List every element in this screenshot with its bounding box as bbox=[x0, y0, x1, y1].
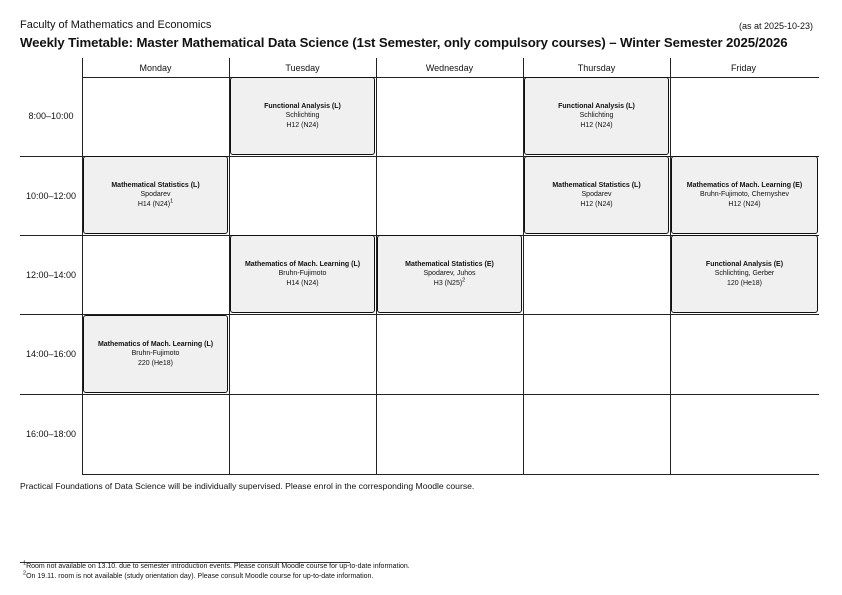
course-staff: Spodarev bbox=[581, 191, 612, 199]
page-title: Weekly Timetable: Master Mathematical Data Science (1st Semester, only compulsory courses) – Winter Semester 2025/2026 bbox=[20, 35, 788, 50]
course-block-mach-learning-exercise bbox=[671, 156, 818, 234]
time-slot-label: 12:00–14:00 bbox=[25, 270, 77, 280]
course-room: H3 (N25) bbox=[433, 279, 463, 287]
course-block-mach-learning-lecture bbox=[83, 315, 228, 393]
supervision-note: Practical Foundations of Data Science will be individually supervised. Please enrol in the corresponding Moodle course. bbox=[20, 481, 475, 491]
course-title: Mathematical Statistics (L) bbox=[552, 181, 641, 189]
faculty-name: Faculty of Mathematics and Economics bbox=[20, 19, 212, 31]
course-title: Mathematics of Mach. Learning (L) bbox=[244, 260, 361, 268]
course-staff: Schlichting bbox=[579, 112, 614, 120]
grid-line bbox=[82, 77, 819, 78]
course-block-functional-analysis-lecture bbox=[230, 77, 375, 155]
time-slot-label: 8:00–10:00 bbox=[28, 111, 74, 121]
footnote-mark: 1 bbox=[23, 560, 27, 567]
course-staff: Schlichting, Gerber bbox=[714, 270, 775, 278]
course-staff: Spodarev, Juhos bbox=[423, 270, 476, 278]
grid-line bbox=[82, 58, 83, 475]
time-slot-label: 10:00–12:00 bbox=[25, 191, 77, 201]
course-room-line bbox=[138, 200, 173, 210]
course-block-mathematical-statistics-lecture bbox=[83, 156, 228, 234]
footnote-marker: 2 bbox=[462, 277, 466, 284]
course-title: Functional Analysis (L) bbox=[264, 102, 341, 110]
footnote-mark: 2 bbox=[23, 570, 27, 577]
course-staff: Bruhn-Fujimoto, Chernyshev bbox=[699, 191, 790, 199]
course-room: 120 (He18) bbox=[726, 279, 763, 287]
footnote-text: On 19.11. room is not available (study orientation day). Please consult Moodle course for up-to-date information. bbox=[26, 573, 374, 580]
course-title: Mathematics of Mach. Learning (L) bbox=[97, 340, 214, 348]
as-at-date: (as at 2025-10-23) bbox=[738, 21, 813, 31]
day-header-thursday: Thursday bbox=[577, 63, 616, 73]
course-room-line bbox=[434, 279, 465, 289]
course-block-functional-analysis-lecture bbox=[524, 77, 669, 155]
course-staff: Spodarev bbox=[140, 191, 171, 199]
course-block-mathematical-statistics-exercise bbox=[377, 235, 522, 313]
course-room: H14 (N24) bbox=[137, 200, 171, 208]
course-staff: Schlichting bbox=[285, 112, 320, 120]
footnote-text: Room not available on 13.10. due to semester introduction events. Please consult Moodle course for up-to-date information. bbox=[26, 563, 410, 570]
day-header-wednesday: Wednesday bbox=[425, 63, 474, 73]
course-room: H12 (N24) bbox=[286, 121, 319, 129]
course-staff: Bruhn-Fujimoto bbox=[278, 270, 327, 278]
course-room: 220 (He18) bbox=[137, 359, 174, 367]
footnote-2 bbox=[23, 570, 374, 580]
time-slot-label: 16:00–18:00 bbox=[25, 429, 77, 439]
course-title: Functional Analysis (L) bbox=[558, 102, 635, 110]
course-staff: Bruhn-Fujimoto bbox=[131, 350, 180, 358]
course-block-mathematical-statistics-lecture bbox=[524, 156, 669, 234]
grid-line bbox=[20, 394, 819, 395]
footnote-1 bbox=[23, 560, 410, 570]
grid-line bbox=[82, 474, 819, 475]
day-header-monday: Monday bbox=[139, 63, 172, 73]
course-title: Functional Analysis (E) bbox=[705, 260, 784, 268]
course-room: H12 (N24) bbox=[728, 200, 761, 208]
course-block-mach-learning-lecture bbox=[230, 235, 375, 313]
course-room: H14 (N24) bbox=[286, 279, 319, 287]
day-header-friday: Friday bbox=[730, 63, 756, 73]
footnote-marker: 1 bbox=[170, 198, 174, 205]
timetable-grid bbox=[20, 58, 819, 475]
course-room: H12 (N24) bbox=[580, 200, 613, 208]
course-title: Mathematics of Mach. Learning (E) bbox=[686, 181, 803, 189]
time-slot-label: 14:00–16:00 bbox=[25, 349, 77, 359]
course-title: Mathematical Statistics (E) bbox=[405, 260, 494, 268]
day-header-tuesday: Tuesday bbox=[285, 63, 320, 73]
course-room: H12 (N24) bbox=[580, 121, 613, 129]
course-block-functional-analysis-exercise bbox=[671, 235, 818, 313]
course-title: Mathematical Statistics (L) bbox=[111, 181, 200, 189]
